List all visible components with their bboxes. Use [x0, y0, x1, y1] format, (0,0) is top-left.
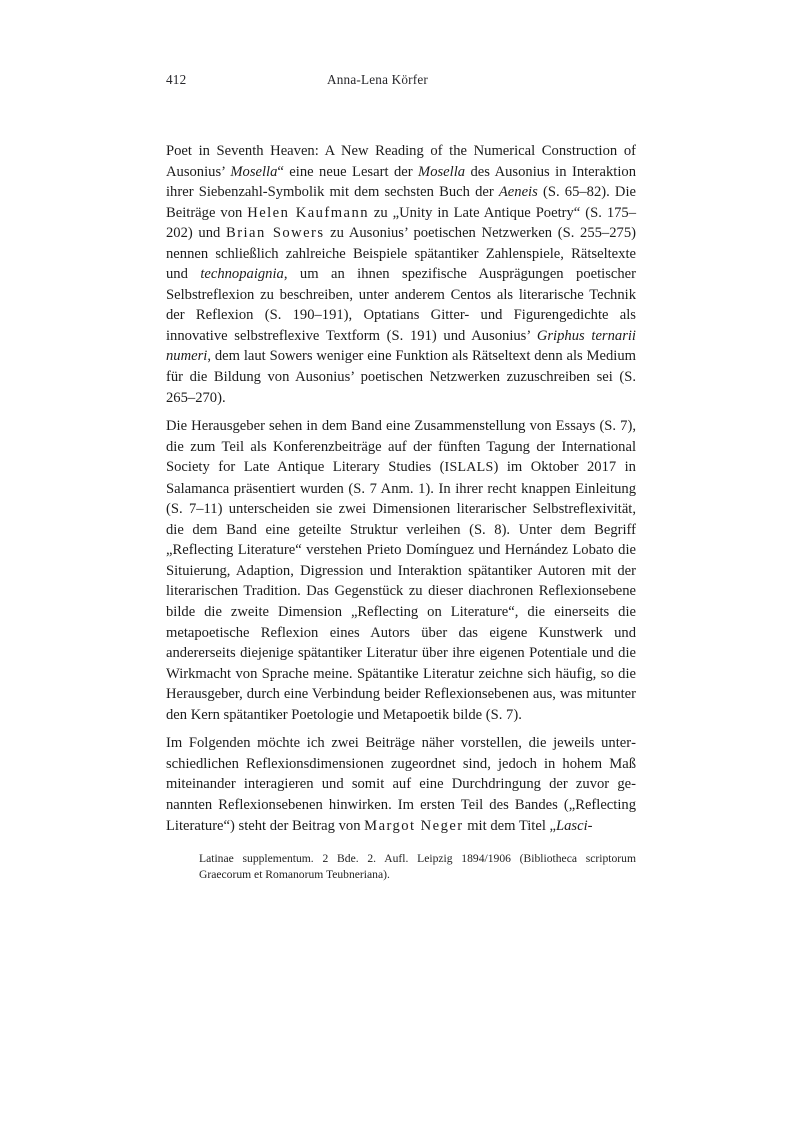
running-head — [166, 70, 635, 90]
footnote-area — [199, 851, 636, 884]
body-paragraph: Im Folgenden möchte ich zwei Beiträge näher vorstellen, die jeweils unterschiedlichen Reflexionsdimensionen zugeordnet sind, jedoch in hohem Maß miteinander interagieren und somit auf eine Durchdringung der zuvor genannten Reflexionsebenen hinwirken. Im ersten Teil des Bandes („Reflecting Literature“) steht der Beitrag von Margot Neger mit dem Titel „Lasci- — [166, 735, 636, 834]
running-head-author: Anna-Lena Körfer — [327, 72, 428, 87]
body-paragraph: Die Herausgeber sehen in dem Band eine Zusammenstellung von Essays (S. 7), die zum Teil als Konferenzbeiträge auf der fünften Tagung der International Society for Late Antique Literary Studies (ISLALS) im Oktober 2017 in Salamanca präsentiert wurden (S. 7 Anm. 1). In ihrer recht knappen Einleitung (S. 7–11) unterscheiden sie zwei Dimensionen literarischer Selbstreflexivität, die dem Band eine geteilte Struktur verleihen (S. 8). Unter dem Begriff „Reflecting Literature“ verstehen Prieto Domínguez und Hernández Lobato die Situierung, Adaption, Digression und Interaktion spätantiker Autoren mit der literarischen Tradition. Das Gegenstück zu dieser diachronen Reflexionsebene bilde die zweite Dimension „Reflecting on Literature“, die einerseits die metapoetische Reflexion eines Autors über das eigene Kunstwerk und andererseits diejenige spätantiker Literatur über ihre eigenen Potentiale und die Wirkmacht von Sprache meine. Spätantike Literatur zeichne sich häufig, so die Herausgeber, durch eine Verbindung beider Reflexionsebenen aus, was mitunter den Kern spätantiker Poetologie und Metapoetik bilde (S. 7). — [166, 418, 636, 723]
page-number: 412 — [166, 72, 187, 87]
body-text-column — [166, 141, 636, 836]
footnote-text: Latinae supplementum. 2 Bde. 2. Aufl. Leipzig 1894/1906 (Bibliotheca scriptorum Graecorum et Romanorum Teubneriana). — [199, 852, 636, 882]
body-paragraph: Poet in Seventh Heaven: A New Reading of the Numerical Construction of Ausonius’ Mosella“ eine neue Lesart der Mosella des Ausonius in Interaktion ihrer Siebenzahl-Symbolik mit dem sechsten Buch der Aeneis (S. 65–82). Die Beiträge von Helen Kaufmann zu „Unity in Late Antique Poetry“ (S. 175–202) und Brian Sowers zu Ausonius’ poetischen Netzwerken (S. 255–275) nennen schließlich zahlreiche Beispiele spätantiker Zahlenspiele, Rätseltexte und technopaignia, um an ihnen spezifische Ausprägungen poetischer Selbstreflexion zu beschreiben, unter anderem Centos als literarische Technik der Reflexion (S. 190–191), Optatians Gitter- und Figurengedichte als innovative selbstreflexive Textform (S. 191) und Ausonius’ Griphus ternarii numeri, dem laut Sowers weniger eine Funktion als Rätseltext denn als Medium für die Bildung von Ausonius’ poetischen Netzwerken zuzuschreiben sei (S. 265–270). — [166, 143, 637, 406]
